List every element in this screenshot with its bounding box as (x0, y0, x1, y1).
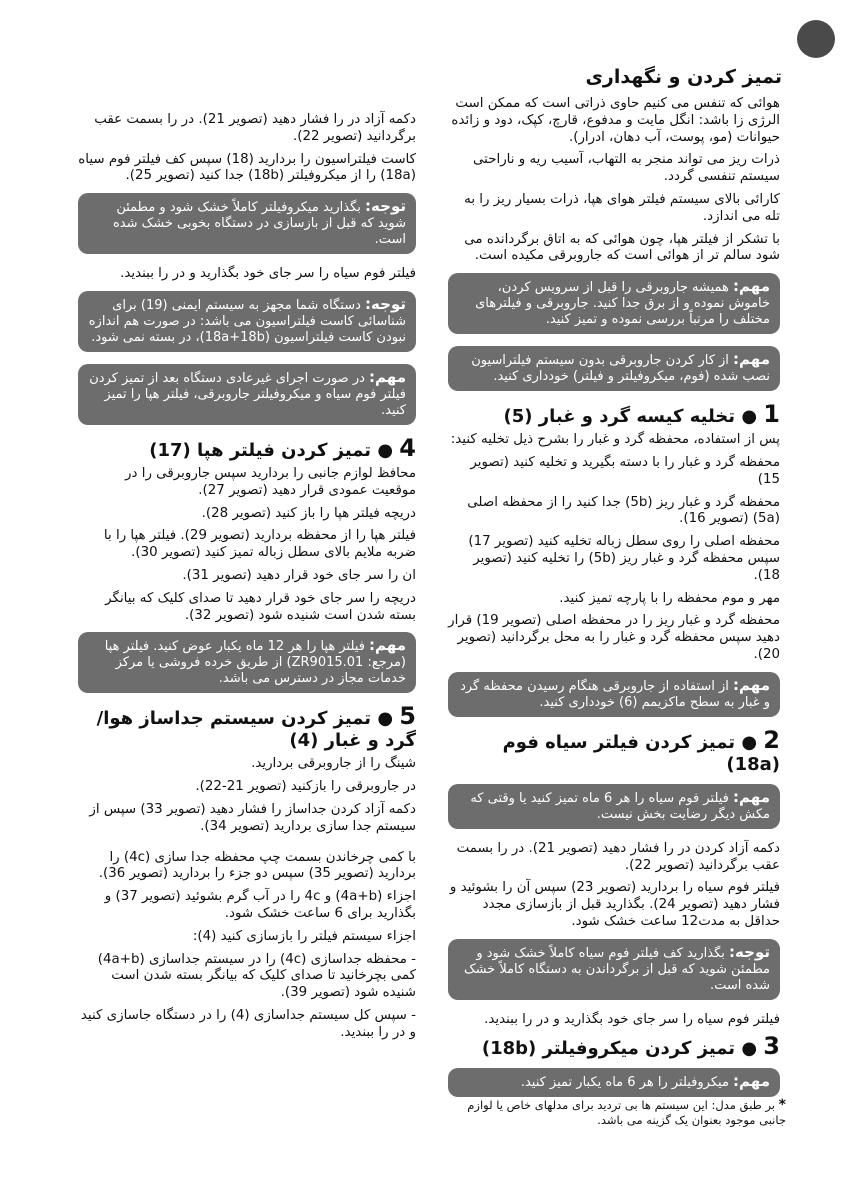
note-keyword: مهم: (369, 636, 406, 655)
footnote (456, 1098, 786, 1128)
note-keyword: مهم: (733, 350, 770, 369)
instruction-line: اجزاء (4a+b) و 4c را در آب گرم بشوئید (تصویر 37) و بگذارید برای 6 ساعت خشک شود. (104, 889, 416, 921)
section-title-text: تمیز کردن فیلتر هپا (17) (149, 439, 372, 461)
instruction-line: با کمی چرخاندن بسمت چپ محفظه جدا سازی (4c) را بردارید (تصویر 35) سپس دو جزء را بردارید (تصویر 36). (98, 849, 416, 882)
attention-note (78, 193, 416, 254)
section-number: 3 (763, 1031, 780, 1060)
note-text: از استفاده از جاروبرقی هنگام رسیدن محفظه گرد و غبار به سطح ماکزیمم (6) خودداری کنید. (460, 678, 770, 710)
note-text: بگذارید کف فیلتر فوم سیاه کاملاً خشک شود و مطمئن شوید که قبل از برگرداندن به دستگاه کاملاً خشک شده است. (463, 945, 770, 993)
instruction-line: پس از استفاده، محفظه گرد و غبار را بشرح ذیل تخلیه کنید: (450, 432, 780, 448)
section-title-text: تمیز کردن فیلتر سیاه فوم (18a) (502, 731, 780, 775)
section-number: 1 (763, 400, 780, 429)
instruction-line: محفظه اصلی را روی سطل زباله تخلیه کنید (تصویر 17) سپس محفظه گرد و غبار ریز (5b) را تخلیه کنید (تصویر 18). (468, 534, 780, 583)
intro-paragraph: کارائی بالای سیستم فیلتر هوای هپا، ذرات بسیار ریز را به تله می اندازد. (464, 191, 780, 224)
instruction-line: ان را سر جای خود قرار دهید (تصویر 31). (182, 567, 416, 583)
instruction-line: محفظه گرد و غبار ریز (5b) جدا کنید را از محفظه اصلی (5a) (تصویر 16). (467, 494, 780, 527)
note-text: فیلتر فوم سیاه را هر 6 ماه تمیز کنید یا وقتی که مکش دیگر رضایت بخش نیست. (470, 790, 770, 822)
left-column (78, 112, 416, 1048)
right-column (448, 96, 780, 1109)
instruction-line: محفظه گرد و غبار ریز را در محفظه اصلی (تصویر 19) قرار دهید سپس محفظه گرد و غبار را به محل برگردانید (تصویر 20). (448, 613, 780, 662)
instruction-line: محافظ لوازم جانبی را بردارید سپس جاروبرقی را در موقعیت عمودی قرار دهید (تصویر 27). (125, 465, 416, 498)
instruction-line: اجزاء سیستم فیلتر را بازسازی کنید (4): (192, 928, 416, 944)
note-text: میکروفیلتر را هر 6 ماه یکبار تمیز کنید. (520, 1074, 734, 1090)
important-note (78, 632, 416, 693)
important-note (448, 784, 780, 829)
page-title: تمیز کردن و نگهداری (585, 66, 782, 88)
instruction-line: - محفظه جداسازی (4c) را در سیستم جداسازی (4a+b) کمی بچرخانید تا صدای کلیک که بیانگر بسته شدن است شنیده شود (تصویر 39). (97, 951, 416, 1001)
note-keyword: توجه: (365, 294, 406, 313)
section-title: 3 ● تمیز کردن میکروفیلتر (18b) (481, 1031, 780, 1060)
instruction-line: دریچه فیلتر هپا را باز کنید (تصویر 28). (201, 505, 416, 521)
important-note (448, 273, 780, 334)
section-title-text: تمیز کردن سیستم جداساز هوا/گرد و غبار (4) (96, 708, 416, 752)
note-keyword: مهم: (733, 1071, 770, 1090)
attention-note (448, 939, 780, 1000)
instruction-line: فیلتر هپا را از محفظه بردارید (تصویر 29). فیلتر هپا را با ضربه ملایم بالای سطل زباله تمیز کنید (تصویر 30). (103, 528, 416, 561)
instruction-line: کاست فیلتراسیون را بردارید (18) سپس کف فیلتر فوم سیاه (18a) را از میکروفیلتر (18b) جدا کنید (تصویر 25). (78, 151, 416, 184)
instruction-line: فیلتر فوم سیاه را سر جای خود بگذارید و در را ببندید. (120, 266, 416, 282)
intro-paragraph: هوائی که تنفس می کنیم حاوی ذراتی است که ممکن است الرژی زا باشد: انگل مایت و مدفوع، قارچ، کپک، دود و زائده حیوانات (مو، پوست، آب دهان، ادرار). (451, 96, 780, 145)
instruction-line: محفظه گرد و غبار را با دسته بگیرید و تخلیه کنید (تصویر 15) (470, 454, 780, 487)
note-text: دستگاه شما مجهز به سیستم ایمنی (19) برای شناسائی کاست فیلتراسیون می باشد: در صورت هم اندازه نبودن کاست فیلتراسیون (18a+18b)، در بسته نمی شود. (88, 297, 406, 345)
footnote-star: * (778, 1097, 786, 1113)
section-title-text: تخلیه کیسه گرد و غبار (5) (503, 406, 736, 428)
note-keyword: مهم: (733, 675, 770, 694)
important-note (78, 364, 416, 425)
intro-paragraph: با تشکر از فیلتر هپا، چون هوائی که به اتاق برگردانده می شود سالم تر از هوائی است که جاروبرقی مکیده است. (464, 231, 780, 264)
note-keyword: مهم: (369, 367, 406, 386)
instruction-line: شینگ را از جاروبرقی بردارید. (251, 756, 416, 772)
instruction-line: - سپس کل سیستم جداسازی (4) را در دستگاه جاسازی کنید و در را ببندید. (80, 1007, 416, 1040)
instruction-line: دکمه آزاد کردن جداساز را فشار دهید (تصویر 33) سپس از سیستم جدا سازی بردارید (تصویر 34). (89, 801, 416, 834)
important-note (448, 346, 780, 391)
attention-note (78, 291, 416, 352)
instruction-line: مهر و موم محفظه را با پارچه تمیز کنید. (559, 590, 780, 606)
section-title: 5 ● تمیز کردن سیستم جداساز هوا/گرد و غبار (4) (96, 702, 416, 752)
note-text: فیلتر هپا را هر 12 ماه یکبار عوض کنید. فیلتر هپا (مرجع: ZR9015.01) از طریق خرده فروشی یا مرکز خدمات مجاز در دسترس می باشد. (104, 639, 406, 687)
instruction-line: دکمه آزاد در را فشار دهید (تصویر 21). در را بسمت عقب برگردانید (تصویر 22). (94, 112, 416, 144)
instruction-line: فیلتر فوم سیاه را سر جای خود بگذارید و در را ببندید. (484, 1011, 780, 1027)
section-title: 1 ● تخلیه کیسه گرد و غبار (5) (503, 400, 780, 429)
section-title: 4 ● تمیز کردن فیلتر هپا (17) (149, 433, 416, 462)
important-note (448, 1068, 780, 1097)
note-text: از کار کردن جاروبرقی بدون سیستم فیلتراسیون نصب شده (فوم، میکروفیلتر و فیلتر) خودداری کنید. (471, 353, 770, 385)
section-number: 5 (399, 702, 416, 731)
section-title: 2 ● تمیز کردن فیلتر سیاه فوم (18a) (502, 725, 780, 775)
note-text: همیشه جاروبرقی را قبل از سرویس کردن، خاموش نموده و از برق جدا کنید. جاروبرقی و فیلترهای مختلف را مرتباً بررسی نموده و تمیز کنید. (475, 280, 770, 328)
note-text: در صورت اجرای غیرعادی دستگاه بعد از تمیز کردن فیلتر فوم سیاه و میکروفیلتر جاروبرقی، فیلتر هپا را تمیز کنید. (89, 370, 406, 418)
section-number: 2 (763, 725, 780, 754)
instruction-line: دریچه را سر جای خود قرار دهید تا صدای کلیک که بیانگر بسته شدن است شنیده شود (تصویر 32). (105, 590, 416, 623)
note-text: بگذارید میکروفیلتر کاملاً خشک شود و مطمئن شوید که قبل از بازسازی در دستگاه بخوبی خشک شده است. (112, 200, 406, 248)
instruction-line: فیلتر فوم سیاه را بردارید (تصویر 23) سپس آن را بشوئید و فشار دهید (تصویر 24). بگذارید قبل از بازسازی مجدد حداقل به مدت12 ساعت خشک شود. (449, 880, 780, 929)
instruction-line: دکمه آزاد کردن در را فشار دهید (تصویر 21). در را بسمت عقب برگردانید (تصویر 22). (456, 840, 780, 873)
note-keyword: توجه: (729, 942, 770, 961)
page-marker-circle (797, 20, 835, 58)
intro-paragraph: ذرات ریز می تواند منجر به التهاب، آسیب ریه و ناراحتی سیستم تنفسی گردد. (473, 152, 780, 185)
note-keyword: مهم: (733, 277, 770, 296)
section-title-text: تمیز کردن میکروفیلتر (18b) (481, 1037, 736, 1059)
instruction-line: در جاروبرقی را بازکنید (تصویر 21-22). (195, 779, 416, 795)
important-note (448, 672, 780, 717)
note-keyword: مهم: (733, 787, 770, 806)
section-number: 4 (399, 433, 416, 462)
footnote-text: بر طبق مدل: این سیستم ها بی تردید برای مدلهای خاص یا لوازم جانبی موجود بعنوان یک گزینه می باشد. (467, 1098, 786, 1127)
note-keyword: توجه: (365, 197, 406, 216)
